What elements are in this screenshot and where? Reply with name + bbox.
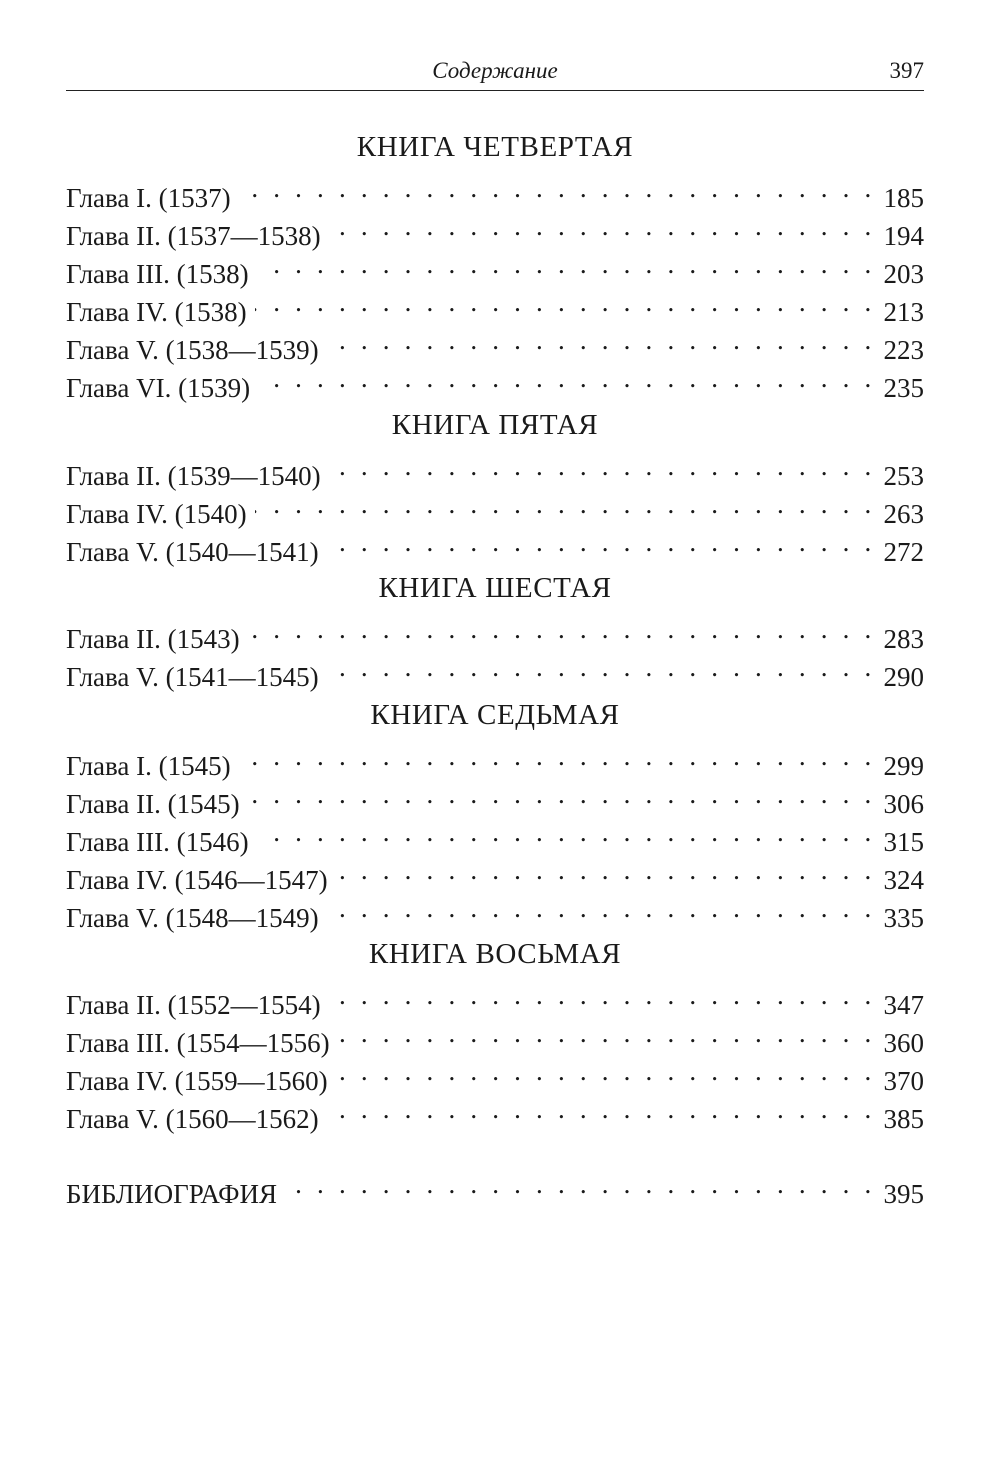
book-section (66, 403, 924, 567)
chapter-page-number: 263 (883, 499, 924, 529)
book-section (66, 125, 924, 403)
dot-leader (329, 207, 876, 245)
book-heading: КНИГА ВОСЬМАЯ (368, 938, 622, 970)
chapter-title: Глава II. (1545) (66, 789, 240, 819)
chapter-page-number: 315 (883, 827, 924, 857)
chapter-page-number: 290 (883, 662, 924, 692)
toc-entry-bibliography[interactable] (66, 1165, 924, 1209)
dot-leader (327, 321, 876, 359)
chapter-page-number: 299 (883, 751, 924, 781)
running-title: Содержание (432, 58, 558, 83)
chapter-title: Глава V. (1560—1562) (66, 1104, 319, 1134)
chapter-page-number: 347 (883, 990, 924, 1020)
chapter-title: Глава II. (1552—1554) (66, 990, 321, 1020)
chapter-title: Глава II. (1537—1538) (66, 221, 321, 251)
chapter-title: Глава IV. (1540) (66, 499, 247, 529)
dot-leader (257, 813, 876, 851)
toc-entry[interactable] (66, 737, 924, 781)
chapter-title: Глава III. (1554—1556) (66, 1028, 330, 1058)
toc-entry[interactable] (66, 976, 924, 1020)
dot-leader (336, 1052, 876, 1090)
book-heading: КНИГА ШЕСТАЯ (378, 572, 612, 604)
chapter-page-number: 360 (883, 1028, 924, 1058)
dot-leader (285, 1165, 876, 1203)
chapter-page-number: 306 (883, 789, 924, 819)
dot-leader (239, 169, 876, 207)
chapter-title: Глава VI. (1539) (66, 373, 251, 403)
toc-entry[interactable] (66, 169, 924, 213)
dot-leader (336, 851, 876, 889)
dot-leader (327, 648, 876, 686)
chapter-title: Глава III. (1538) (66, 259, 249, 289)
dot-leader (248, 775, 876, 813)
book-section (66, 932, 924, 1134)
chapter-page-number: 203 (883, 259, 924, 289)
dot-leader (258, 359, 875, 397)
chapter-title: Глава V. (1548—1549) (66, 903, 319, 933)
bibliography-page-number: 395 (883, 1179, 924, 1209)
dot-leader (329, 447, 876, 485)
chapter-title: Глава I. (1537) (66, 183, 231, 213)
dot-leader (255, 283, 876, 321)
chapter-title: Глава IV. (1559—1560) (66, 1066, 328, 1096)
dot-leader (327, 523, 876, 561)
toc-entry[interactable] (66, 610, 924, 654)
chapter-title: Глава III. (1546) (66, 827, 249, 857)
chapter-page-number: 370 (883, 1066, 924, 1096)
chapter-page-number: 253 (883, 461, 924, 491)
dot-leader (257, 245, 876, 283)
chapter-page-number: 235 (883, 373, 924, 403)
chapter-page-number: 324 (883, 865, 924, 895)
book-heading: КНИГА СЕДЬМАЯ (370, 699, 620, 731)
chapter-page-number: 185 (883, 183, 924, 213)
book-heading: КНИГА ПЯТАЯ (391, 409, 599, 441)
bibliography-title: БИБЛИОГРАФИЯ (66, 1179, 277, 1209)
chapter-title: Глава V. (1541—1545) (66, 662, 319, 692)
chapter-page-number: 283 (883, 624, 924, 654)
chapter-title: Глава I. (1545) (66, 751, 231, 781)
chapter-page-number: 385 (883, 1104, 924, 1134)
dot-leader (329, 976, 876, 1014)
toc-entry[interactable] (66, 447, 924, 491)
page-number: 397 (889, 58, 924, 83)
dot-leader (338, 1014, 876, 1052)
dot-leader (255, 485, 876, 523)
chapter-page-number: 272 (883, 537, 924, 567)
chapter-title: Глава IV. (1546—1547) (66, 865, 328, 895)
bibliography-section (66, 1165, 924, 1209)
dot-leader (327, 1090, 876, 1128)
chapter-title: Глава IV. (1538) (66, 297, 247, 327)
book-section (66, 566, 924, 692)
dot-leader (248, 610, 876, 648)
chapter-title: Глава V. (1538—1539) (66, 335, 319, 365)
chapter-page-number: 213 (883, 297, 924, 327)
chapter-title: Глава II. (1543) (66, 624, 240, 654)
chapter-page-number: 335 (883, 903, 924, 933)
chapter-page-number: 223 (883, 335, 924, 365)
chapter-page-number: 194 (883, 221, 924, 251)
book-section (66, 693, 924, 933)
dot-leader (327, 889, 876, 927)
running-head (66, 56, 924, 91)
book-heading: КНИГА ЧЕТВЕРТАЯ (356, 131, 634, 163)
chapter-title: Глава II. (1539—1540) (66, 461, 321, 491)
dot-leader (239, 737, 876, 775)
chapter-title: Глава V. (1540—1541) (66, 537, 319, 567)
